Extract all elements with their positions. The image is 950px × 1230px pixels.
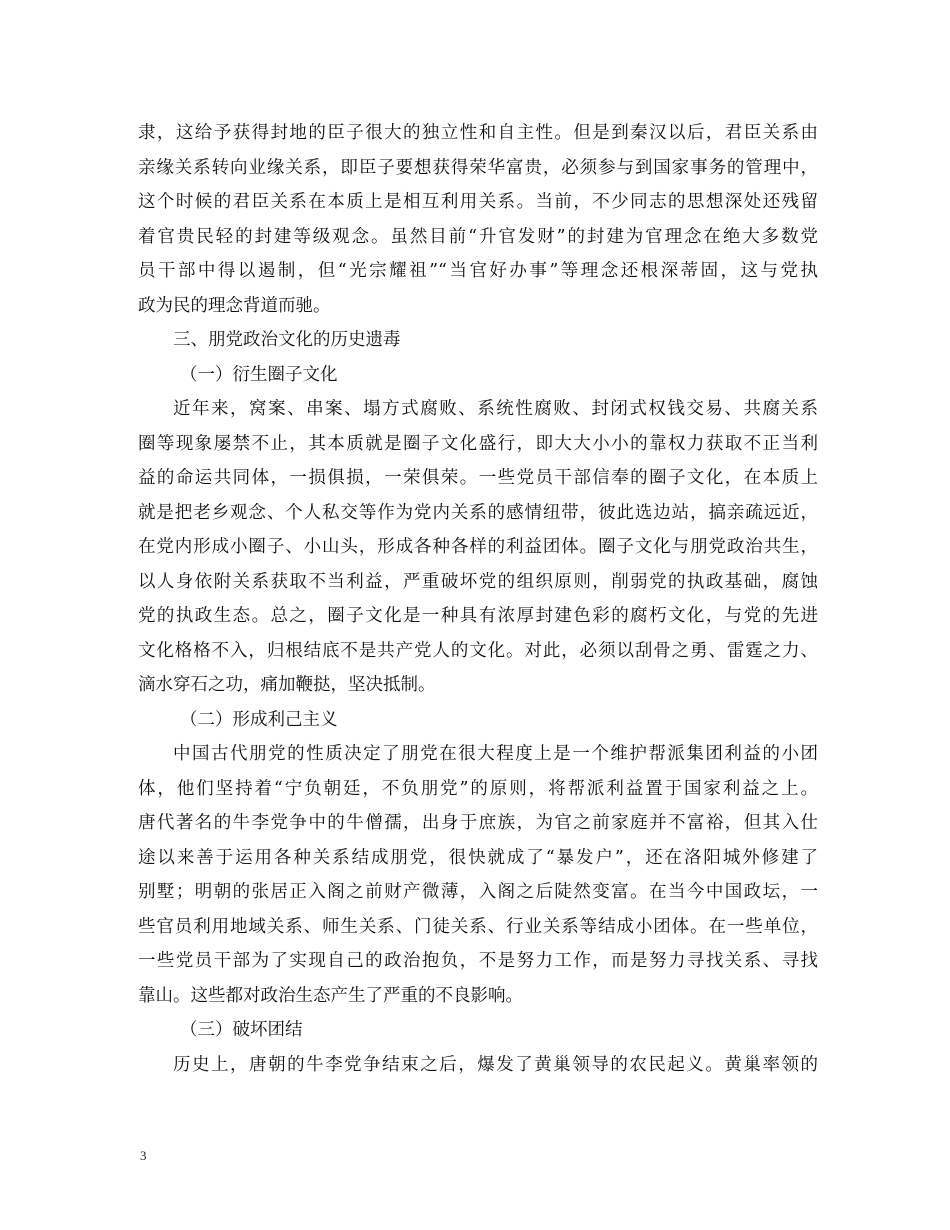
text-line: 些官员利用地域关系、师生关系、门徒关系、行业关系等结成小团体。在一些单位， xyxy=(138,916,818,937)
text-line: 以人身依附关系获取不当利益，严重破坏党的组织原则，削弱党的执政基础，腐蚀 xyxy=(138,571,818,592)
text-line: 途以来善于运用各种关系结成朋党，很快就成了“暴发户”，还在洛阳城外修建了 xyxy=(138,847,818,868)
body-text xyxy=(138,116,818,1082)
subsection-heading: （二）形成利己主义 xyxy=(180,709,338,730)
text-line: 历史上，唐朝的牛李党争结束之后，爆发了黄巢领导的农民起义。黄巢率领的 xyxy=(173,1054,818,1075)
text-line: 一些党员干部为了实现自己的政治抱负，不是努力工作，而是努力寻找关系、寻找 xyxy=(138,951,818,971)
text-line: 中国古代朋党的性质决定了朋党在很大程度上是一个维护帮派集团利益的小团 xyxy=(173,744,818,764)
text-line: 别墅；明朝的张居正入阁之前财产微薄，入阁之后陡然变富。在当今中国政坛，一 xyxy=(138,882,818,902)
text-line: 政为民的理念背道而驰。 xyxy=(138,295,331,316)
text-line: 圈等现象屡禁不止，其本质就是圈子文化盛行，即大大小小的靠权力获取不正当利 xyxy=(138,433,818,454)
subsection-heading: （一）衍生圈子文化 xyxy=(180,364,338,385)
subsection-heading: （三）破坏团结 xyxy=(180,1020,303,1040)
text-line: 亲缘关系转向业缘关系，即臣子要想获得荣华富贵，必须参与到国家事务的管理中， xyxy=(138,157,818,178)
section-heading: 三、朋党政治文化的历史遗毒 xyxy=(173,330,401,350)
text-line: 文化格格不入，归根结底不是共产党人的文化。对此，必须以刮骨之勇、雷霆之力、 xyxy=(138,640,818,661)
text-line: 员干部中得以遏制，但“光宗耀祖”“当官好办事”等理念还根深蒂固，这与党执 xyxy=(138,261,818,281)
text-line: 滴水穿石之功，痛加鞭挞，坚决抵制。 xyxy=(138,675,436,695)
text-line: 益的命运共同体，一损俱损，一荣俱荣。一些党员干部信奉的圈子文化，在本质上 xyxy=(138,468,818,488)
text-line: 唐代著名的牛李党争中的牛僧孺，出身于庶族，为官之前家庭并不富裕，但其入仕 xyxy=(138,813,818,833)
text-line: 近年来，窝案、串案、塌方式腐败、系统性腐败、封闭式权钱交易、共腐关系 xyxy=(173,399,818,419)
text-line: 着官贵民轻的封建等级观念。虽然目前“升官发财”的封建为官理念在绝大多数党 xyxy=(138,226,818,247)
text-line: 隶，这给予获得封地的臣子很大的独立性和自主性。但是到秦汉以后，君臣关系由 xyxy=(138,123,818,143)
text-line: 靠山。这些都对政治生态产生了严重的不良影响。 xyxy=(138,985,523,1006)
page-number: 3 xyxy=(140,1148,147,1163)
text-line: 在党内形成小圈子、小山头，形成各种各样的利益团体。圈子文化与朋党政治共生， xyxy=(138,537,818,557)
text-line: 体，他们坚持着“宁负朝廷，不负朋党”的原则，将帮派利益置于国家利益之上。 xyxy=(138,778,818,799)
text-line: 这个时候的君臣关系在本质上是相互利用关系。当前，不少同志的思想深处还残留 xyxy=(138,192,818,212)
text-line: 就是把老乡观念、个人私交等作为党内关系的感情纽带，彼此选边站，搞亲疏远近， xyxy=(138,502,818,523)
text-line: 党的执政生态。总之，圈子文化是一种具有浓厚封建色彩的腐朽文化，与党的先进 xyxy=(138,606,818,626)
